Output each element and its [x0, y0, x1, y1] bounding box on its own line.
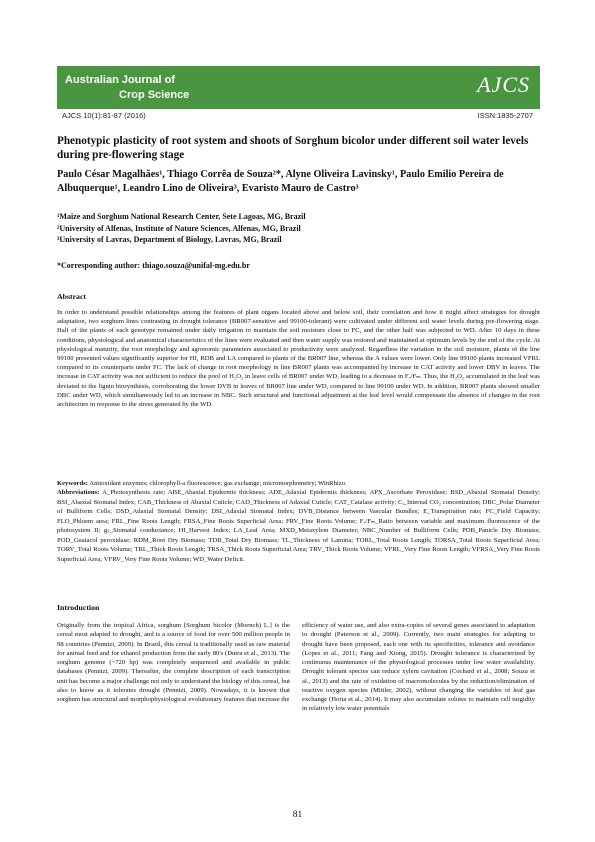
affiliation-1: ¹Maize and Sorghum National Research Center, Sete Lagoas, MG, Brazil: [57, 212, 306, 221]
intro-column-left: Originally from the tropical Africa, sorghum [Sorghum bicolor (Moench) L.] is the cereal most adapted to drought, and is a source of food for over 500 million people in 98 countries (Pennizi, 2009). In Brazil, this cereal is traditionally used as raw material for animal feed and for ethanol production from the early 80's (Dutra et al., 2013). The sorghum genome (~720 hp) was completely sequenced and available in public databases (Pennizi, 2009). Thereafter, the complete description of each transcription unit has become a major challenge not only to understand the biology of this cereal, but also to know as it tolerates drought (Pennizi, 2009). Nowadays, it is known that sorghum has structural and morphophysiological evolutionary features that increase the: [57, 622, 290, 703]
journal-name-line2: Crop Science: [119, 89, 190, 101]
corresponding-author: *Corresponding author: thiago.souza@unifal-mg.edu.br: [57, 261, 250, 270]
keywords-text: Antioxidant enzymes; chlorophyll-a fluorescence; gas exchange; micromorphometry; WinRhizo.: [89, 480, 347, 487]
journal-name-line1: Australian Journal of: [65, 74, 176, 86]
paper-title: Phenotypic plasticity of root system and shoots of Sorghum bicolor under different soil water levels during pre-flowering stage: [57, 135, 529, 161]
author-list: Paulo César Magalhães¹, Thiago Corrêa de Souza²*, Alyne Oliveira Lavinsky¹, Paulo Emilio Pereira de Albuquerque¹, Leandro Lino de Oliveira³, Evaristo Mauro de Castro³: [57, 169, 504, 194]
journal-citation: AJCS 10(1):81-87 (2016): [62, 111, 146, 120]
introduction-heading: Introduction: [57, 603, 100, 612]
journal-banner: [57, 66, 540, 109]
abstract-body: In order to understand possible relationships among the features of plant organs located above and below soil, their correlation and how it might affect strategies for drought adaptation, two sorghum lines contrasting in drought tolerance (BR007-sensitive and 99100-tolerant) were cultivated under different soil water levels during pre-flowering stage. Half of the plants of each genotype remained under daily irrigation to maintain the soil moisture close to FC, and the other half was subjected to WD. After 10 days in these conditions, physiological and anatomical characteristics of the lines were evaluated and then water supply was restored and maintained at optimum levels by the end of the cycle. At physiological maturity, the root morphology and agronomic parameters associated to productivity were analyzed. Regardless the variation in the soil moisture, plants of the line 99100 presented values significantly superior for HI, RDB and LA compared to plants of the BR007 line, whereas the A values were lower. Only line 99100 plants increased VFRL compared to its counterparts under FC. The lack of change in root morphology in line BR007 plants was accompanied by increase in CAT activity and lower DBV in leaves. The increase in CAT activity was not sufficient to reduce the pool of H₂O₂ in leave cells of BR007 under WD, leading to a decrease in Fᵥ/Fₘ. Thus, the H₂O₂ accumulated in the leaf was deviated to the lignin biosynthesis, corroborating the lower DVB in leaves of BR007 line under WD, compared to line 99100 under WD. In addition, BR007 plants showed smaller DBC under WD, which simultaneously led to an increase in NBC. Such structural and functional adjustment at the leaf level would compensate the absence of changes in the root architecture in response to the stress generated by the WD.: [57, 309, 540, 409]
abbreviations-text: A_Photosynthesis rate; ABE_Abaxial Epidermis thickness; ADE_Adaxial Epidermis thickness; APX_Ascorbate Peroxidase; BSD_Abaxial Stomatal Density; BSI_Abaxial Stomatal Index; CAB_Thickness of Abaxial Cuticle; CAD_Thickness of Adaxial Cuticle; CAT_Catalase activity; Cᵢ_Internal CO₂ concentration; DBC_Polar Diameter of Bulliform Cells; DSD_Adaxial Stomatal Density; DSI_Adaxial Stomatal Index; DVB_Distance between Vascular Bundles; E_Transpiration rate; FC_Field Capacity; FLO_Phloem area; FRL_Fine Roots Length; FRSA_Fine Roots Superficial Area; FRV_Fine Roots Volume; Fᵥ/Fₘ_Ratio between variable and maximum fluorescence of the photosystem II; gₛ_Stomatal conductance; HI_Harvest Index; LA_Leaf Area; MXD_Metaxylem Diameter; NBC_Number of Bulliform Cells; PDB_Panicle Dry Biomass; POD_Guaiacol peroxidase; RDM_Root Dry Biomass; TDB_Total Dry Biomass; TL_Thickness of Lamina; TORL_Total Roots Length; TORSA_Total Roots Superficial Area; TORV_Total Roots Volume; TRL_Thick Roots Length; TRSA_Thick Roots Superficial Area; TRV_Thick Roots Volume; VFRL_Very Fine Roots Length; VFRSA_Very Fine Roots Superficial Area; VFRV_Very Fine Roots Volume; WD_Water Deficit.: [57, 489, 540, 563]
intro-column-right: efficiency of water use, and also extra-copies of several genes associated to adaptation to drought (Paterson et al., 2009). Currently, two main strategies for adapting to drought have been proposed, each one with its specificities, tolerance and avoidance (Lopes et al., 2011; Fang and Xiong, 2015). Drought tolerance is characterized by continuous maintenance of the physiological processes under low water availability. Drought tolerant species can reduce xylem cavitation (Cochard et al., 2008; Souza et al., 2013) and the rate of oxidation of macromolecules by the reduction/elimination of reactive oxygen species (Mittler, 2002), without changing the variables of leaf gas exchange (Horta et al., 2014). It may also accumulate solutes to maintain cell turgidity in relatively low water potentials: [302, 622, 535, 713]
abstract-heading: Abstract: [57, 292, 87, 301]
abbreviations: [57, 488, 540, 564]
affiliations: [57, 211, 542, 246]
page-number: 81: [292, 810, 303, 820]
keywords: [57, 479, 540, 488]
abbreviations-label: Abbreviations:: [57, 489, 100, 496]
affiliation-2: ²University of Alfenas, Institute of Nature Sciences, Alfenas, MG, Brazil: [57, 223, 301, 233]
journal-issn: ISSN:1835-2707: [477, 111, 533, 120]
journal-logo-acronym: AJCS: [477, 72, 530, 97]
affiliation-3: ³University of Lavras, Department of Biology, Lavras, MG, Brazil: [57, 235, 282, 244]
keywords-label: Keywords:: [57, 480, 88, 487]
